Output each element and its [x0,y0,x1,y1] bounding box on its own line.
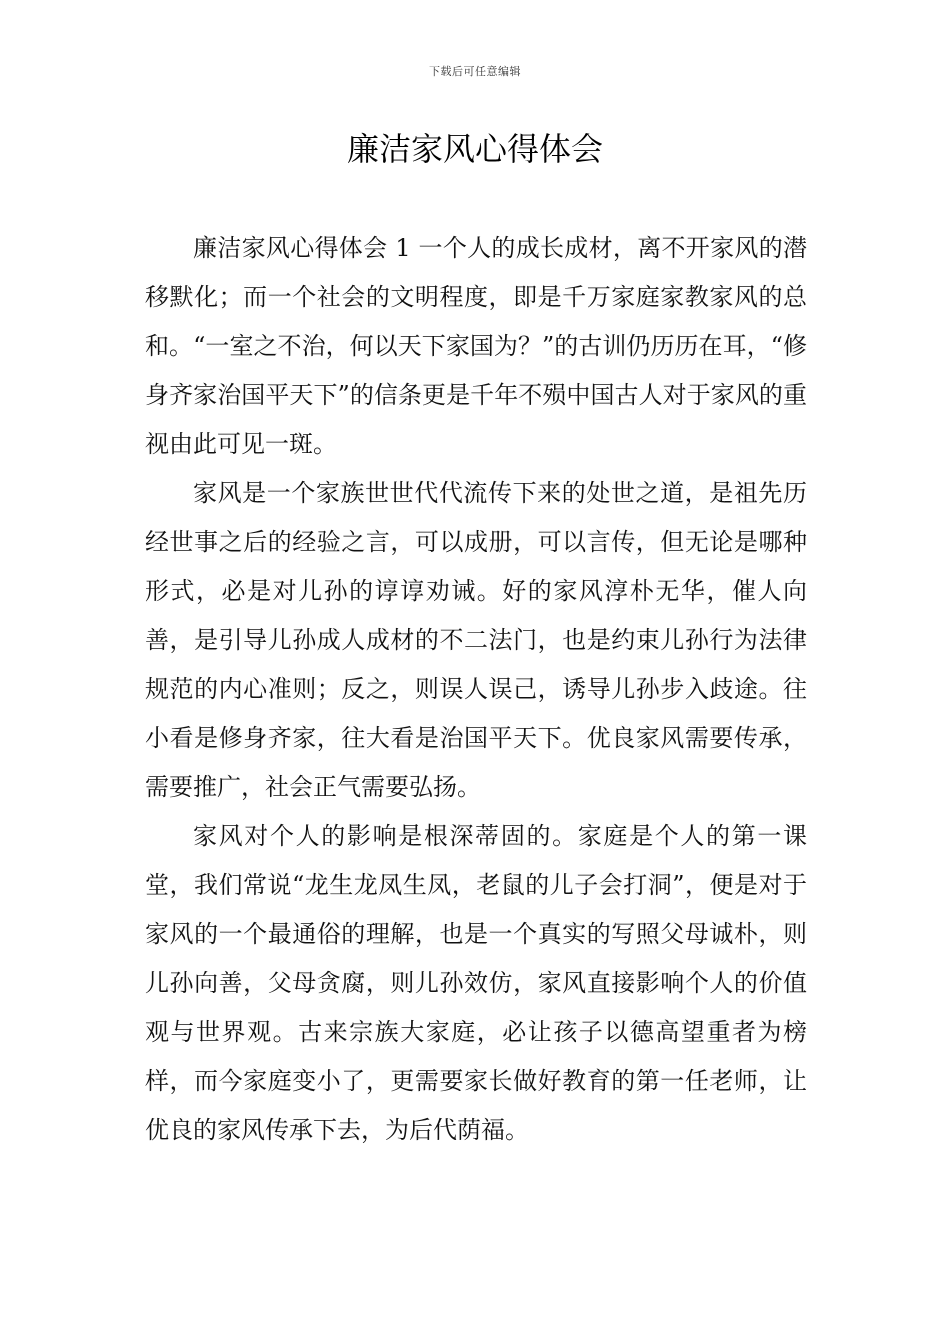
document-body [145,224,807,1155]
document-title: 廉洁家风心得体会 [346,130,603,168]
paragraph-2: 家风是一个家族世世代代流传下来的处世之道，是祖先历经世事之后的经验之言，可以成册，可以言传，但无论是哪种形式，必是对儿孙的谆谆劝诫。好的家风淳朴无华，催人向善，是引导儿孙成人成材的不二法门，也是约束儿孙行为法律规范的内心准则；反之，则误人误己，诱导儿孙步入歧途。往小看是修身齐家，往大看是治国平天下。优良家风需要传承，需要推广，社会正气需要弘扬。 [145,479,807,801]
header-note: 下载后可任意编辑 [429,65,521,78]
paragraph-1: 廉洁家风心得体会 1 一个人的成长成材，离不开家风的潜移默化；而一个社会的文明程度，即是千万家庭家教家风的总和。“一室之不治，何以天下家国为？”的古训仍历历在耳，“修身齐家治国平天下”的信条更是千年不殒中国古人对于家风的重视由此可见一斑。 [145,234,807,458]
paragraph-3: 家风对个人的影响是根深蒂固的。家庭是个人的第一课堂，我们常说“龙生龙凤生凤，老鼠的儿子会打洞”，便是对于家风的一个最通俗的理解，也是一个真实的写照父母诚朴，则儿孙向善，父母贪腐，则儿孙效仿，家风直接影响个人的价值观与世界观。古来宗族大家庭，必让孩子以德高望重者为榜样，而今家庭变小了，更需要家长做好教育的第一任老师，让优良的家风传承下去，为后代荫福。 [145,822,807,1144]
